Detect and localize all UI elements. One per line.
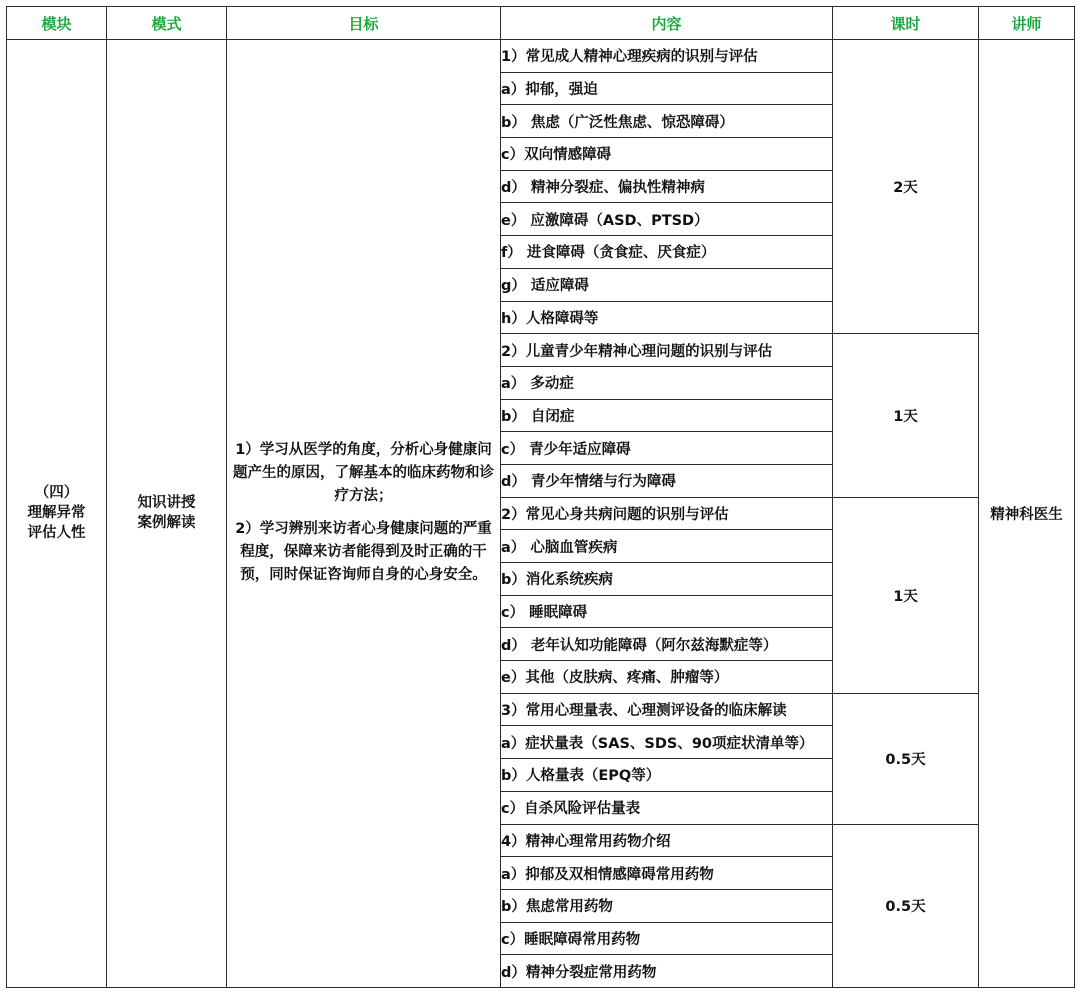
hours-cell: 0.5天 [833,824,979,987]
mode-line1: 知识讲授 [137,495,196,512]
header-lecturer: 讲师 [979,7,1075,40]
goal-text: 1）学习从医学的角度，分析心身健康问题产生的原因，了解基本的临床药物和诊疗方法； [233,442,494,505]
header-content: 内容 [501,7,833,40]
header-hours: 课时 [833,7,979,40]
content-item: a）抑郁，强迫 [501,72,833,105]
hours-cell: 0.5天 [833,693,979,824]
course-table [6,6,1075,988]
content-section-heading: 1）常见成人精神心理疾病的识别与评估 [501,40,833,73]
content-item: d） 老年认知功能障碍（阿尔兹海默症等） [501,628,833,661]
content-item: b）焦虑常用药物 [501,889,833,922]
content-item: h）人格障碍等 [501,301,833,334]
content-item: c）睡眠障碍常用药物 [501,922,833,955]
module-title-line1: 理解异常 [27,505,86,522]
hours-cell: 1天 [833,497,979,693]
content-item: a） 心脑血管疾病 [501,530,833,563]
content-item: c） 青少年适应障碍 [501,432,833,465]
content-item: d） 青少年情绪与行为障碍 [501,464,833,497]
course-body [7,40,1075,988]
content-section-heading: 2）常见心身共病问题的识别与评估 [501,497,833,530]
content-item: c）双向情感障碍 [501,138,833,171]
content-item: b） 焦虑（广泛性焦虑、惊恐障碍） [501,105,833,138]
mode-line2: 案例解读 [137,515,196,532]
content-item: d）精神分裂症常用药物 [501,955,833,988]
module-number: （四） [34,485,79,502]
content-item: d） 精神分裂症、偏执性精神病 [501,170,833,203]
content-item: a）抑郁及双相情感障碍常用药物 [501,857,833,890]
content-item: c）自杀风险评估量表 [501,791,833,824]
goal-text: 2）学习辨别来访者心身健康问题的严重程度，保障来访者能得到及时正确的干预，同时保证咨询师自身的心身安全。 [235,521,492,584]
content-item: b）人格量表（EPQ等） [501,759,833,792]
content-row [7,40,1075,73]
content-item: b） 自闭症 [501,399,833,432]
module-cell [7,40,107,988]
content-section-heading: 4）精神心理常用药物介绍 [501,824,833,857]
content-item: f） 进食障碍（贪食症、厌食症） [501,236,833,269]
content-item: e）其他（皮肤病、疼痛、肿瘤等） [501,661,833,694]
content-item: g） 适应障碍 [501,268,833,301]
content-section-heading: 3）常用心理量表、心理测评设备的临床解读 [501,693,833,726]
content-section-heading: 2）儿童青少年精神心理问题的识别与评估 [501,334,833,367]
module-title-line2: 评估人性 [27,525,86,542]
content-item: c） 睡眠障碍 [501,595,833,628]
hours-cell: 1天 [833,334,979,497]
content-item: b）消化系统疾病 [501,563,833,596]
goal-cell [227,40,501,988]
mode-cell [107,40,227,988]
content-item: a） 多动症 [501,366,833,399]
hours-cell: 2天 [833,40,979,334]
header-row [7,7,1075,40]
header-goal: 目标 [227,7,501,40]
header-mode: 模式 [107,7,227,40]
header-module: 模块 [7,7,107,40]
content-item: e） 应激障碍（ASD、PTSD） [501,203,833,236]
lecturer-cell: 精神科医生 [979,40,1075,988]
content-item: a）症状量表（SAS、SDS、90项症状清单等） [501,726,833,759]
